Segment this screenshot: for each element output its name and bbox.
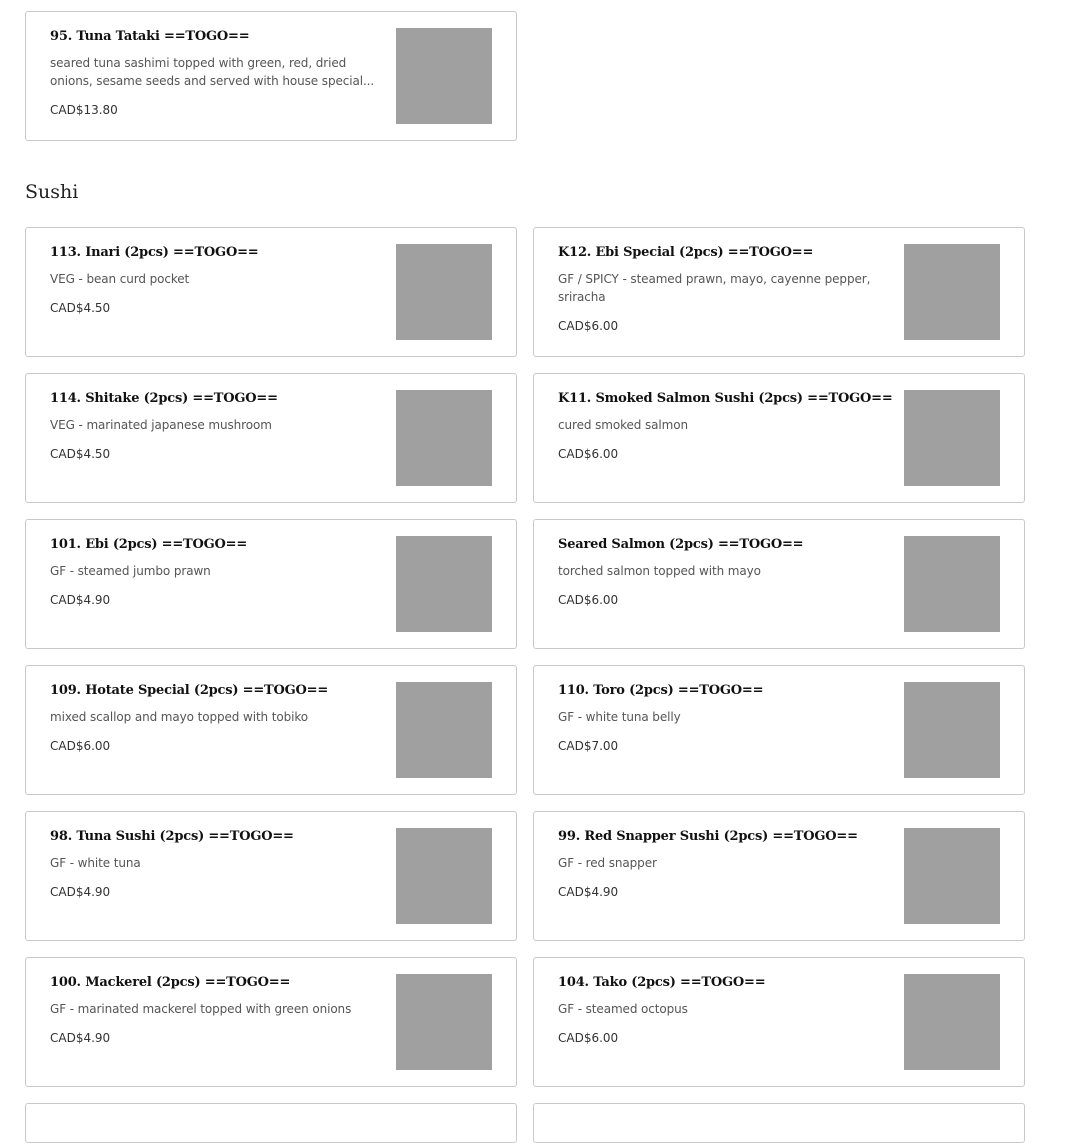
sushi-items-grid	[25, 227, 1025, 1087]
menu-item-image	[396, 682, 492, 778]
menu-item-image	[904, 244, 1000, 340]
menu-item-name: Seared Salmon (2pcs) ==TOGO==	[558, 537, 804, 552]
menu-item-image	[396, 974, 492, 1070]
menu-item-card[interactable]	[533, 227, 1025, 357]
menu-item-description: GF - white tuna belly	[558, 710, 681, 724]
menu-item-description: torched salmon topped with mayo	[558, 564, 761, 578]
menu-item-price: CAD$4.90	[50, 885, 111, 899]
menu-item-image	[396, 244, 492, 340]
menu-item-price: CAD$6.00	[558, 319, 619, 333]
menu-page	[25, 11, 1025, 1045]
menu-item-name: 100. Mackerel (2pcs) ==TOGO==	[50, 975, 291, 990]
menu-item-text	[50, 28, 380, 119]
menu-item-name: 99. Red Snapper Sushi (2pcs) ==TOGO==	[558, 829, 858, 844]
menu-item-description: GF - white tuna	[50, 856, 141, 870]
menu-item-name: 110. Toro (2pcs) ==TOGO==	[558, 683, 764, 698]
menu-item-card[interactable]	[533, 811, 1025, 941]
menu-item-image	[396, 390, 492, 486]
menu-item-name: K12. Ebi Special (2pcs) ==TOGO==	[558, 245, 814, 260]
menu-item-name: 101. Ebi (2pcs) ==TOGO==	[50, 537, 248, 552]
menu-item-text	[50, 682, 380, 755]
menu-item-image	[904, 828, 1000, 924]
menu-item-text	[50, 974, 380, 1047]
menu-item-price: CAD$4.90	[558, 885, 619, 899]
menu-item-card[interactable]	[25, 11, 517, 141]
menu-item-image	[904, 682, 1000, 778]
menu-item-price: CAD$4.50	[50, 301, 111, 315]
menu-item-name: 104. Tako (2pcs) ==TOGO==	[558, 975, 766, 990]
menu-item-text	[50, 536, 380, 609]
menu-item-price: CAD$6.00	[50, 739, 111, 753]
menu-item-name: 114. Shitake (2pcs) ==TOGO==	[50, 391, 278, 406]
menu-item-card[interactable]	[533, 373, 1025, 503]
menu-item-price: CAD$6.00	[558, 1031, 619, 1045]
menu-item-description: GF - red snapper	[558, 856, 657, 870]
menu-item-description: GF / SPICY - steamed prawn, mayo, cayenne pepper, sriracha	[558, 272, 871, 304]
menu-item-price: CAD$13.80	[50, 103, 118, 117]
menu-item-name: 113. Inari (2pcs) ==TOGO==	[50, 245, 259, 260]
menu-item-image	[904, 536, 1000, 632]
menu-item-image	[396, 28, 492, 124]
menu-item-description: seared tuna sashimi topped with green, red, dried onions, sesame seeds and served with house special...	[50, 56, 375, 88]
menu-item-price: CAD$4.90	[50, 1031, 111, 1045]
menu-item-price: CAD$4.90	[50, 593, 111, 607]
menu-item-image	[904, 974, 1000, 1070]
menu-item-price: CAD$7.00	[558, 739, 619, 753]
menu-item-card[interactable]	[25, 811, 517, 941]
menu-item-description: GF - steamed octopus	[558, 1002, 688, 1016]
section-title-sushi: Sushi	[25, 181, 79, 203]
menu-item-text	[558, 244, 888, 335]
menu-item-card-partial[interactable]	[25, 1103, 517, 1143]
menu-item-name: K11. Smoked Salmon Sushi (2pcs) ==TOGO==	[558, 391, 893, 406]
next-row-partial	[25, 1103, 1025, 1143]
menu-item-card-partial[interactable]	[533, 1103, 1025, 1143]
menu-item-price: CAD$6.00	[558, 593, 619, 607]
menu-item-image	[396, 828, 492, 924]
menu-item-card[interactable]	[533, 519, 1025, 649]
menu-item-name: 109. Hotate Special (2pcs) ==TOGO==	[50, 683, 329, 698]
menu-item-text	[558, 390, 893, 463]
menu-item-card[interactable]	[25, 373, 517, 503]
menu-item-card[interactable]	[25, 957, 517, 1087]
menu-item-description: VEG - marinated japanese mushroom	[50, 418, 272, 432]
menu-item-card[interactable]	[533, 665, 1025, 795]
menu-item-description: cured smoked salmon	[558, 418, 688, 432]
menu-item-text	[558, 974, 888, 1047]
menu-item-name: 98. Tuna Sushi (2pcs) ==TOGO==	[50, 829, 294, 844]
menu-item-card[interactable]	[25, 665, 517, 795]
menu-item-image	[904, 390, 1000, 486]
top-section-grid	[25, 11, 1025, 141]
menu-item-description: GF - marinated mackerel topped with green onions	[50, 1002, 352, 1016]
menu-item-description: VEG - bean curd pocket	[50, 272, 190, 286]
menu-item-price: CAD$4.50	[50, 447, 111, 461]
menu-item-text	[558, 536, 888, 609]
menu-item-image	[396, 536, 492, 632]
menu-item-card[interactable]	[25, 227, 517, 357]
menu-item-description: mixed scallop and mayo topped with tobiko	[50, 710, 309, 724]
menu-item-card[interactable]	[25, 519, 517, 649]
menu-item-card[interactable]	[533, 957, 1025, 1087]
menu-item-name: 95. Tuna Tataki ==TOGO==	[50, 29, 250, 44]
menu-item-text	[558, 682, 888, 755]
menu-item-price: CAD$6.00	[558, 447, 619, 461]
menu-item-text	[50, 828, 380, 901]
menu-item-description: GF - steamed jumbo prawn	[50, 564, 211, 578]
menu-item-text	[50, 244, 380, 317]
menu-item-text	[50, 390, 380, 463]
menu-item-text	[558, 828, 888, 901]
